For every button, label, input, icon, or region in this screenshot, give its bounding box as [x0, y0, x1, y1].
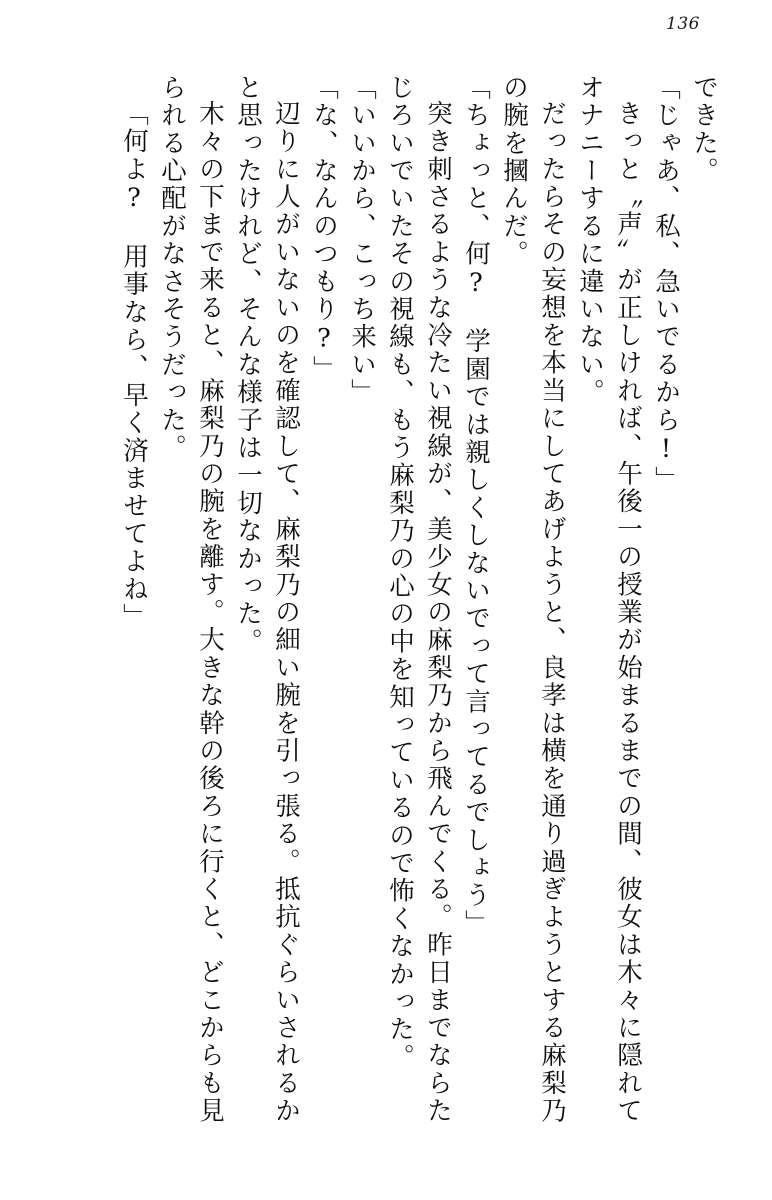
- text-line: 「何よ? 用事なら、早く済ませてよね」: [119, 100, 149, 631]
- vertical-text-body: [56, 74, 719, 1164]
- text-line: 突き刺さるような冷たい視線が、美少女の麻梨乃から飛んでくる。昨日までならた: [423, 100, 453, 1125]
- text-line: 木々の下まで来ると、麻梨乃の腕を離す。大きな幹の後ろに行くと、どこからも見: [195, 100, 225, 1125]
- text-line: 辺りに人がいないのを確認して、麻梨乃の細い腕を引っ張る。抵抗ぐらいされるか: [271, 100, 301, 1125]
- text-line: の腕を摑んだ。: [499, 74, 529, 268]
- text-line: 「な、なんのつもり?」: [309, 74, 339, 384]
- text-line: じろいでいたその視線も、もう麻梨乃の心の中を知っているので怖くなかった。: [385, 74, 415, 1072]
- page-number: 136: [666, 14, 700, 34]
- text-line: できた。: [689, 74, 719, 185]
- text-line: きっと〝声〟が正しければ、午後一の授業が始まるまでの間、彼女は木々に隠れて: [613, 100, 643, 1125]
- text-line: 「じゃあ、私、急いでるから!」: [651, 74, 681, 494]
- text-line: だったらその妄想を本当にしてあげようと、良孝は横を通り過ぎようとする麻梨乃: [537, 100, 567, 1125]
- text-line: られる心配がなさそうだった。: [157, 74, 187, 462]
- text-line: 「ちょっと、何? 学園では親しくしないでって言ってるでしょう」: [461, 74, 491, 938]
- text-line: 「いいから、こっち来い」: [347, 74, 377, 407]
- text-line: オナニーするに違いない。: [575, 74, 605, 407]
- text-line: と思ったけれど、そんな様子は一切なかった。: [233, 74, 263, 656]
